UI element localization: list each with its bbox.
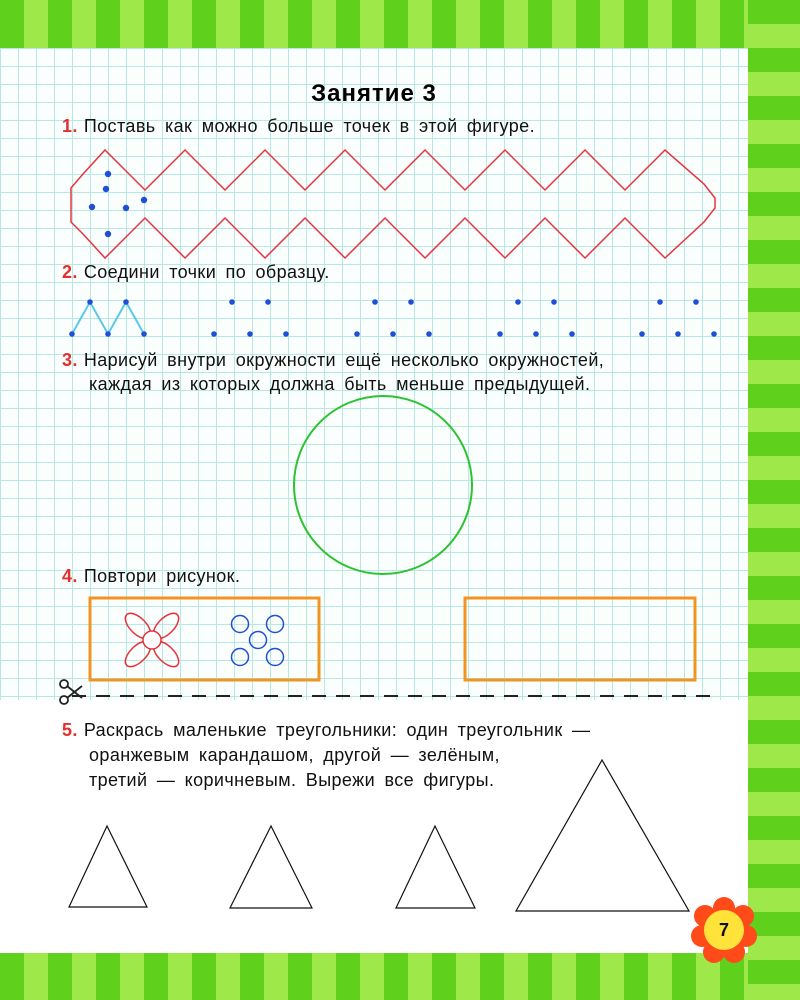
task-number: 3. <box>62 350 78 370</box>
task-number: 4. <box>62 566 78 586</box>
task-5-line-3: третий — коричневым. Вырежи все фигуры. <box>89 770 495 790</box>
small-triangle <box>69 826 147 907</box>
task-number: 1. <box>62 116 78 136</box>
task-text: Повтори рисунок. <box>83 566 241 586</box>
small-triangle <box>230 826 312 908</box>
page-number: 7 <box>718 920 729 940</box>
big-triangle <box>516 760 689 911</box>
small-triangle <box>396 826 475 908</box>
task-text: Поставь как можно больше точек в этой фигуре. <box>83 116 535 136</box>
triangles <box>0 48 748 953</box>
task-3-line-2: каждая из которых должна быть меньше предыдущей. <box>89 374 591 394</box>
page-number-badge <box>690 896 758 964</box>
page-title: Занятие 3 <box>311 80 437 107</box>
task-text: Соедини точки по образцу. <box>83 262 330 282</box>
task-text: Нарисуй внутри окружности ещё несколько окружностей, <box>83 350 605 370</box>
task-text: Раскрась маленькие треугольники: один треугольник — <box>83 720 591 740</box>
task-number: 2. <box>62 262 78 282</box>
task-5-line-2: оранжевым карандашом, другой — зелёным, <box>89 745 500 765</box>
worksheet-page <box>0 48 748 953</box>
page-frame-right <box>748 0 800 1000</box>
task-number: 5. <box>62 720 78 740</box>
